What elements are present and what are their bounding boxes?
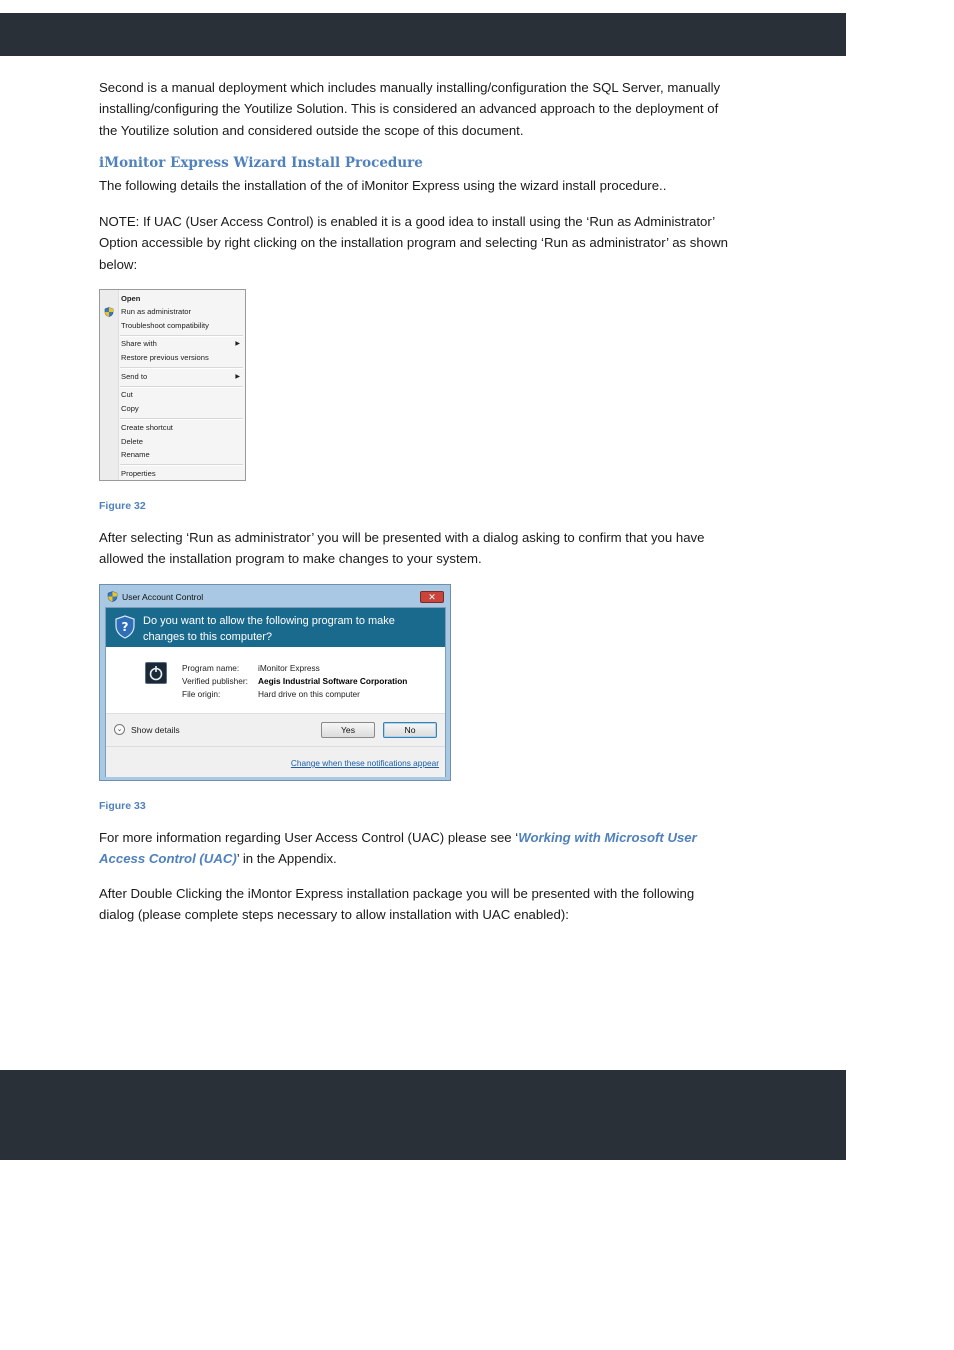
menu-gutter [100,290,119,480]
menu-separator [120,367,243,369]
figure-33-caption: Figure 33 [99,800,146,812]
program-name-value: iMonitor Express [258,663,320,673]
footer-band [0,1070,846,1160]
section-heading: iMonitor Express Wizard Install Procedure [99,155,423,171]
menu-item-share-with[interactable] [121,338,245,350]
more-info-paragraph [99,827,729,870]
menu-item-restore-previous[interactable]: Restore previous versions [121,353,209,362]
menu-item-troubleshoot[interactable]: Troubleshoot compatibility [121,321,209,330]
header-band [0,13,846,56]
after-double-paragraph: After Double Clicking the iMontor Express installation package you will be presented with the following dialog (please complete steps necessary to allow installation with UAC enabled): [99,886,695,923]
no-button[interactable]: No [383,722,437,738]
program-name-label: Program name: [182,663,240,673]
figure-32-caption: Figure 32 [99,500,146,512]
question-shield-icon [114,615,136,639]
dialog-banner [106,608,445,647]
menu-item-copy[interactable]: Copy [121,404,139,413]
dialog-question: Do you want to allow the following program to make changes to this computer? [143,615,395,643]
menu-item-rename[interactable]: Rename [121,450,150,459]
menu-item-cut[interactable]: Cut [121,390,133,399]
menu-separator [120,464,243,466]
uac-shield-icon [107,591,118,602]
context-menu-figure [99,289,246,481]
after-select-paragraph: After selecting ‘Run as administrator’ you will be presented with a dialog asking to confirm that you have allowed the installation program to make changes to your system. [99,530,705,567]
program-name-row [182,663,320,673]
menu-item-run-as-administrator[interactable]: Run as administrator [121,307,192,316]
menu-item-create-shortcut[interactable]: Create shortcut [121,423,173,432]
more-info-prefix: For more information regarding User Access Control (UAC) please see ‘ [99,830,519,845]
dialog-footer [106,713,445,777]
yes-button[interactable]: Yes [321,722,375,738]
menu-item-open[interactable]: Open [121,294,141,303]
svg-text:?: ? [121,620,129,634]
close-button[interactable] [420,591,444,603]
file-origin-label: File origin: [182,689,221,699]
menu-separator [120,418,243,420]
publisher-value: Aegis Industrial Software Corporation [258,676,408,686]
menu-item-label: Send to [121,372,148,381]
file-origin-row [182,689,360,699]
dialog-title: User Account Control [122,592,204,602]
submenu-arrow-icon: ▶ [235,341,240,347]
menu-item-label: Share with [121,339,157,348]
submenu-arrow-icon: ▶ [235,374,240,380]
more-info-suffix: ’ in the Appendix. [236,851,337,867]
appendix-uac-link[interactable]: Working with Microsoft User Access Control (UAC) [99,830,697,867]
menu-item-properties[interactable]: Properties [121,469,156,478]
show-details-toggle[interactable]: Show details [131,725,180,735]
program-icon [145,662,167,684]
menu-item-delete[interactable]: Delete [121,437,143,446]
chevron-down-icon[interactable]: ⌄ [114,724,125,735]
note-paragraph: NOTE: If UAC (User Access Control) is enabled it is a good idea to install using the ‘Run as Administrator’ Option accessible by right clicking on the installation program and selecting ‘Run as administrator’ as shown below: [99,214,728,272]
uac-shield-icon [104,307,114,317]
intro-paragraph: Second is a manual deployment which includes manually installing/configuration the SQL Server, manually installing/configuring the Youtilize Solution. This is considered an advanced approach to the deployment of the Youtilize solution and considered outside the scope of this document. [99,80,721,138]
notifications-link[interactable]: Change when these notifications appear [290,758,439,768]
details-paragraph: The following details the installation of the of iMonitor Express using the wizard install procedure.. [99,178,667,193]
menu-separator [120,386,243,388]
close-icon: ✕ [428,592,436,602]
menu-item-send-to[interactable] [121,371,245,383]
uac-dialog-figure [99,584,451,781]
dialog-body [105,607,446,777]
file-origin-value: Hard drive on this computer [258,689,360,699]
publisher-row [182,676,407,686]
menu-separator [120,335,243,337]
publisher-label: Verified publisher: [182,676,248,686]
footer-separator [106,746,445,747]
dialog-titlebar [100,585,450,607]
